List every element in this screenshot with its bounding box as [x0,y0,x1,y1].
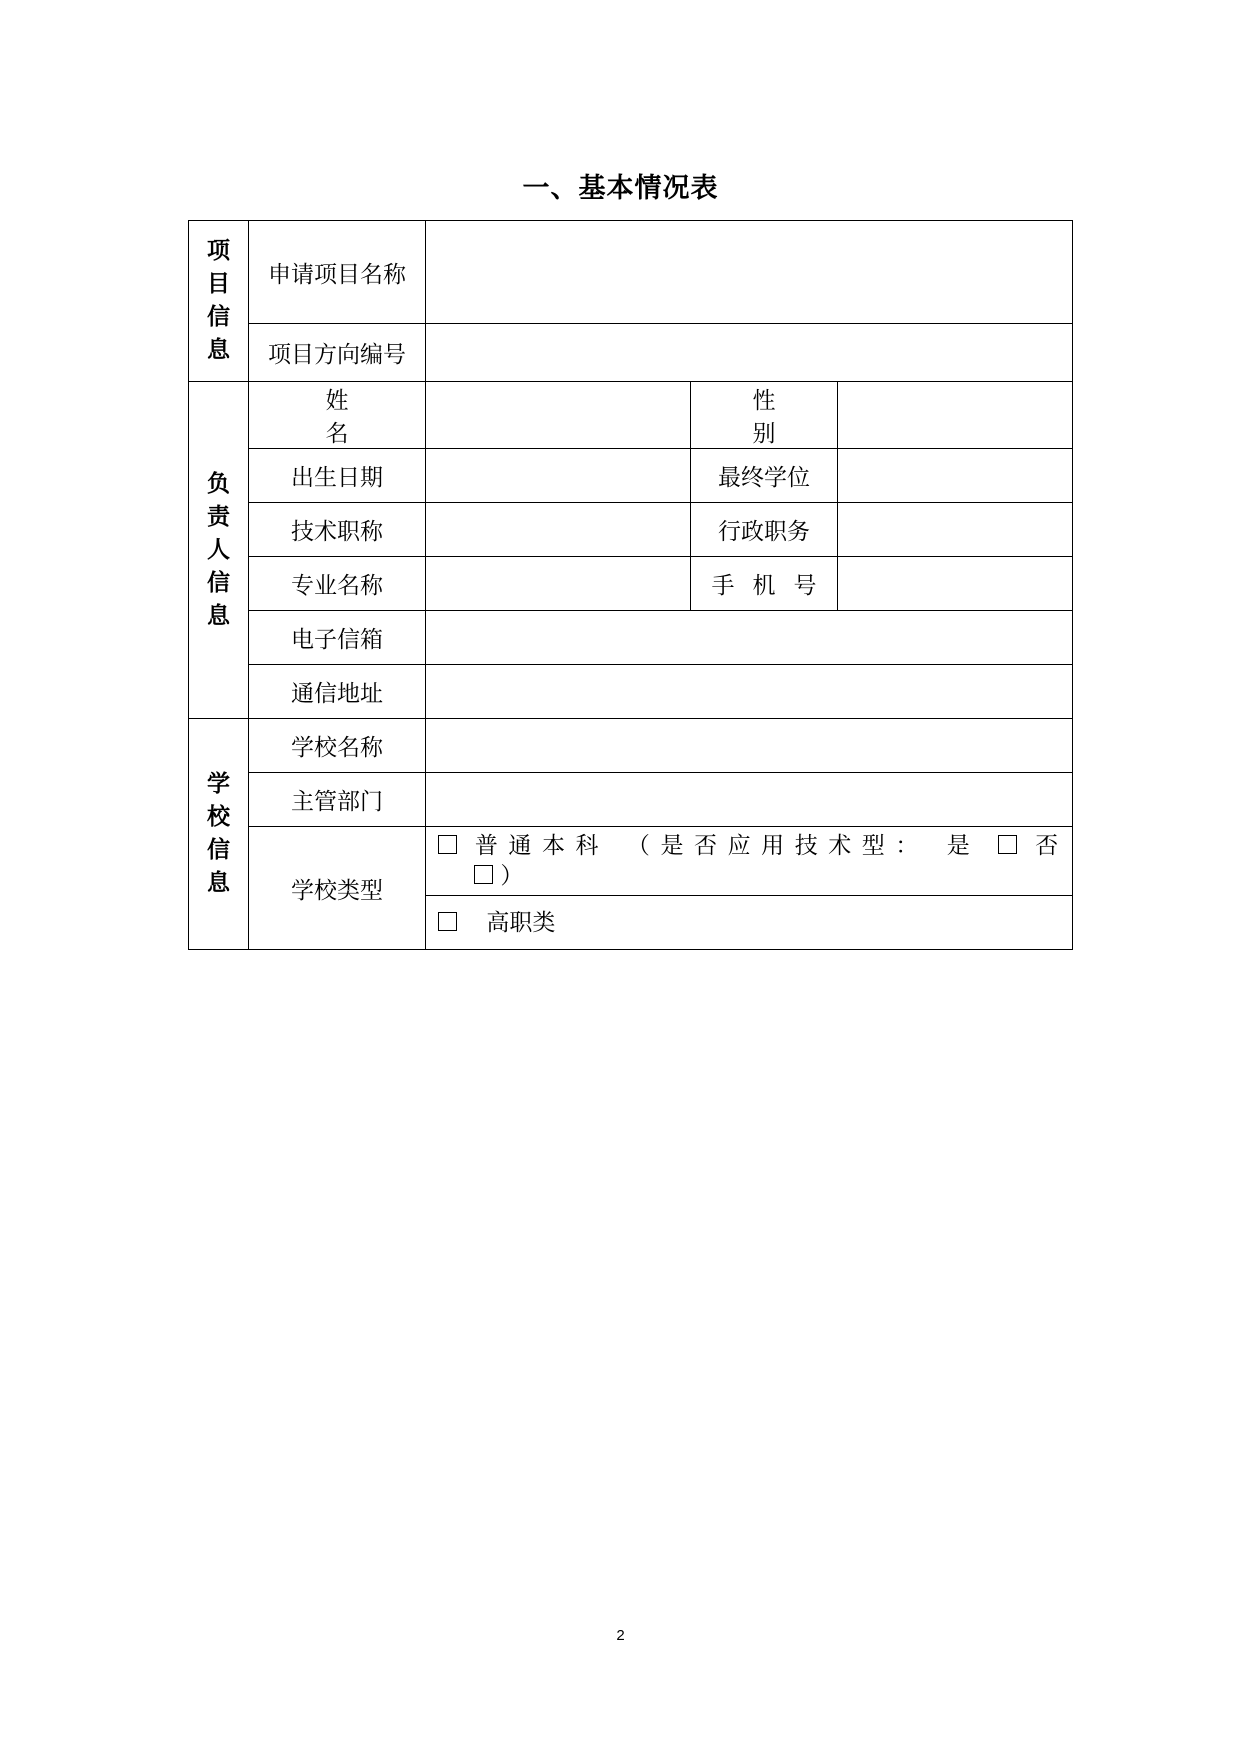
page-number: 2 [616,1627,625,1644]
undergrad-line-1 [438,831,1060,861]
school-type-option-undergrad [426,827,1073,896]
project-direction-field[interactable] [426,324,1073,382]
page-title: 一、基本情况表 [522,173,719,204]
school-name-field[interactable] [426,719,1073,773]
applied-yes-checkbox[interactable] [998,835,1017,854]
section-school-heading: 学 校 信 息 [189,719,249,950]
leader-email-field[interactable] [426,611,1073,665]
undergrad-close-paren: ） [500,863,524,889]
leader-major-field[interactable] [426,557,691,611]
school-type-option-vocational [426,896,1073,950]
leader-gender-field[interactable] [838,382,1073,449]
leader-gender-label: 性别 [691,382,838,449]
vocational-label: 高职类 [486,909,556,936]
project-name-label: 申请项目名称 [249,221,426,324]
leader-address-label: 通信地址 [249,665,426,719]
leader-email-label: 电子信箱 [249,611,426,665]
school-authority-label: 主管部门 [249,773,426,827]
project-direction-label: 项目方向编号 [249,324,426,382]
leader-phone-field[interactable] [838,557,1073,611]
leader-tech-title-label: 技术职称 [249,503,426,557]
undergrad-checkbox[interactable] [438,835,457,854]
leader-name-label: 姓名 [249,382,426,449]
project-name-field[interactable] [426,221,1073,324]
leader-degree-field[interactable] [838,449,1073,503]
undergrad-label: 普通本科 （是否应用技术型： 是 [474,833,981,859]
leader-tech-title-field[interactable] [426,503,691,557]
basic-info-table [188,220,1073,950]
section-leader-heading: 负 责 人 信 息 [189,382,249,719]
leader-birth-field[interactable] [426,449,691,503]
applied-no-checkbox[interactable] [474,865,493,884]
leader-major-label: 专业名称 [249,557,426,611]
school-authority-field[interactable] [426,773,1073,827]
vocational-checkbox[interactable] [438,912,457,931]
leader-address-field[interactable] [426,665,1073,719]
leader-degree-label: 最终学位 [691,449,838,503]
leader-admin-post-label: 行政职务 [691,503,838,557]
leader-name-field[interactable] [426,382,691,449]
undergrad-line-2 [438,861,1060,891]
applied-no-label: 否 [1035,833,1061,859]
leader-phone-label: 手机号 [691,557,838,611]
leader-admin-post-field[interactable] [838,503,1073,557]
leader-birth-label: 出生日期 [249,449,426,503]
school-name-label: 学校名称 [249,719,426,773]
school-type-label: 学校类型 [249,827,426,950]
section-project-heading: 项 目 信 息 [189,221,249,382]
